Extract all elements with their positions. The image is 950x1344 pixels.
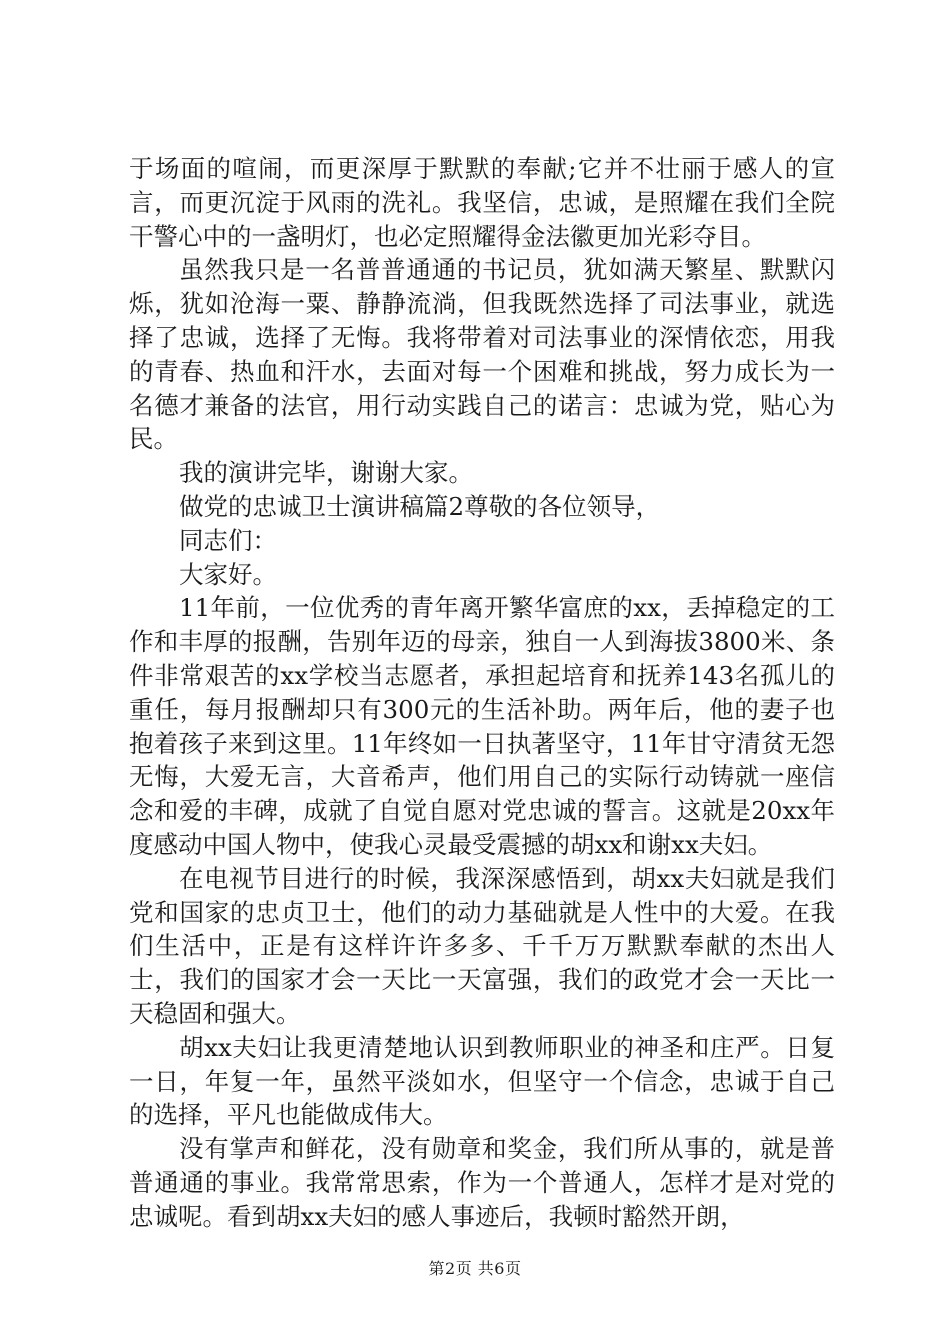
paragraph-9: 胡xx夫妇让我更清楚地认识到教师职业的神圣和庄严。日复一日，年复一年，虽然平淡如水，但坚守一个信念，忠诚于自己的选择，平凡也能做成伟大。 — [129, 1032, 835, 1130]
paragraph-7: 11年前，一位优秀的青年离开繁华富庶的xx，丢掉稳定的工作和丰厚的报酬，告别年迈的母亲，独自一人到海拔3800米、条件非常艰苦的xx学校当志愿者，承担起培育和抚养143名孤儿的重任，每月报酬却只有300元的生活补助。两年后，他的妻子也抱着孩子来到这里。11年终如一日执著坚守，11年甘守清贫无怨无悔，大爱无言，大音希声，他们用自己的实际行动铸就一座信念和爱的丰碑，成就了自觉自愿对党忠诚的誓言。这就是20xx年度感动中国人物中，使我心灵最受震撼的胡xx和谢xx夫妇。 — [129, 593, 835, 859]
paragraph-5: 同志们： — [179, 525, 277, 555]
page-footer: 第2页 共6页 — [428, 1259, 522, 1278]
paragraph-4: 做党的忠诚卫士演讲稿篇2尊敬的各位领导， — [179, 491, 661, 521]
paragraph-6: 大家好。 — [179, 559, 277, 589]
paragraph-3: 我的演讲完毕，谢谢大家。 — [179, 458, 473, 488]
paragraph-10: 没有掌声和鲜花，没有勋章和奖金，我们所从事的，就是普普通通的事业。我常常思索，作为一个普通人，怎样才是对党的忠诚呢。看到胡xx夫妇的感人事迹后，我顿时豁然开朗， — [129, 1134, 835, 1231]
document-body — [129, 152, 835, 1234]
paragraph-2: 虽然我只是一名普普通通的书记员，犹如满天繁星、默默闪烁，犹如沧海一粟、静静流淌，但我既然选择了司法事业，就选择了忠诚，选择了无悔。我将带着对司法事业的深情依恋，用我的青春、热血和汗水，去面对每一个困难和挑战，努力成长为一名德才兼备的法官，用行动实践自己的诺言：忠诚为党，贴心为民。 — [129, 255, 835, 454]
paragraph-8: 在电视节目进行的时候，我深深感悟到，胡xx夫妇就是我们党和国家的忠贞卫士，他们的动力基础就是人性中的大爱。在我们生活中，正是有这样许许多多、千千万万默默奉献的杰出人士，我们的国家才会一天比一天富强，我们的政党才会一天比一天稳固和强大。 — [129, 863, 835, 1028]
paragraph-1: 于场面的喧闹，而更深厚于默默的奉献;它并不壮丽于感人的宣言，而更沉淀于风雨的洗礼。我坚信，忠诚，是照耀在我们全院干警心中的一盏明灯，也必定照耀得金法徽更加光彩夺目。 — [129, 154, 835, 251]
